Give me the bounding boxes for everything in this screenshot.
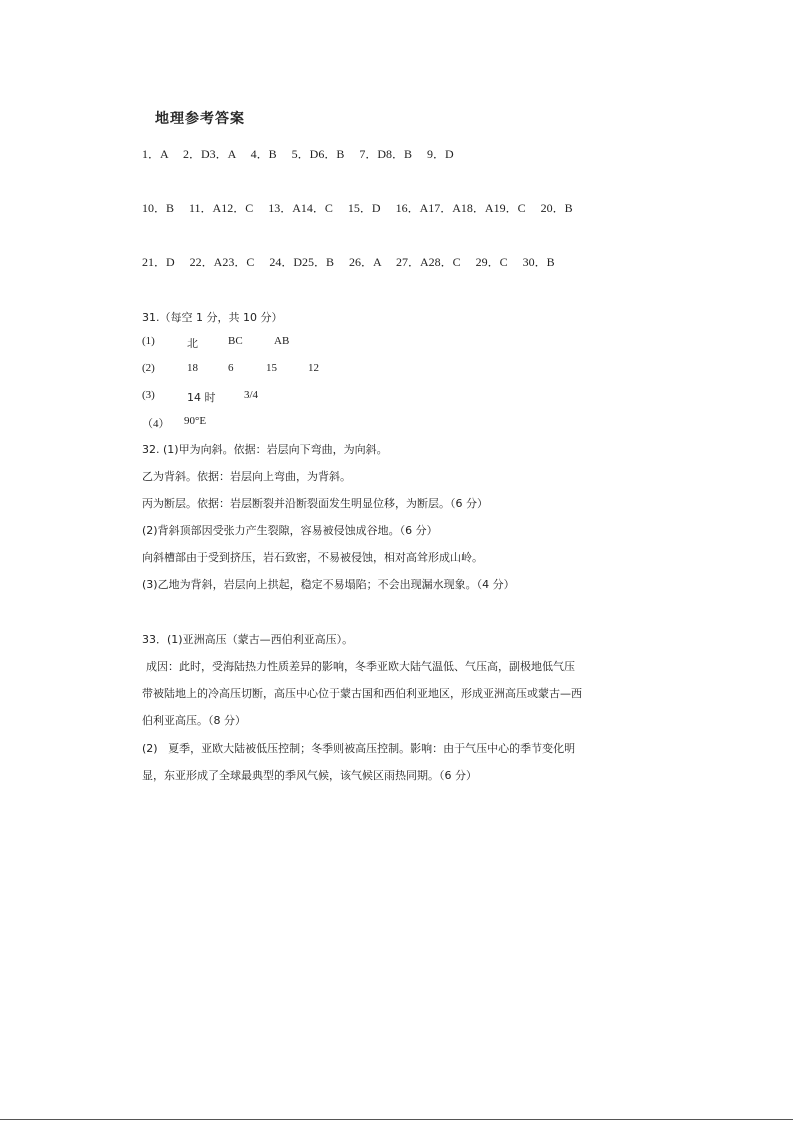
q33-line-3: 带被陆地上的冷高压切断，高压中心位于蒙古国和西伯利亚地区，形成亚洲高压或蒙古—西: [142, 687, 582, 700]
answers-row-2: 10．B 11．A12．C 13．A14．C 15．D 16．A17．A18．A19．C 20．B: [142, 201, 573, 215]
q31-p3-answer-b: 3/4: [244, 389, 259, 401]
q31-p2-answer-a: 18: [187, 362, 198, 374]
q32-line-6: (3)乙地为背斜，岩层向上拱起，稳定不易塌陷；不会出现漏水现象。（4 分）: [142, 578, 515, 591]
q31-p1-answer-a: 北: [187, 338, 198, 350]
q33-line-1: 33．(1)亚洲高压（蒙古—西伯利亚高压）。: [142, 633, 354, 646]
q33-line-6: 显，东亚形成了全球最典型的季风气候，该气候区雨热同期。（6 分）: [142, 769, 477, 782]
q31-p1-label: (1): [142, 335, 155, 347]
q32-line-4: (2)背斜顶部因受张力产生裂隙，容易被侵蚀成谷地。（6 分）: [142, 524, 438, 537]
q31-p2-answer-c: 15: [266, 362, 277, 374]
q31-p3-answer-a: 14 时: [187, 391, 216, 404]
q32-line-3: 丙为断层。依据：岩层断裂并沿断裂面发生明显位移，为断层。（6 分）: [142, 497, 488, 510]
page-title: 地理参考答案: [155, 111, 245, 127]
q31-p1-answer-b: BC: [228, 335, 243, 347]
q33-line-2: 成因：此时，受海陆热力性质差异的影响，冬季亚欧大陆气温低、气压高，副极地低气压: [146, 660, 575, 673]
q31-p1-answer-c: AB: [274, 335, 290, 347]
q32-line-2: 乙为背斜。依据：岩层向上弯曲，为背斜。: [142, 470, 351, 483]
q31-p2-answer-b: 6: [228, 362, 234, 374]
answers-row-3: 21．D 22．A23．C 24．D25．B 26．A 27．A28．C 29．C 30．B: [142, 255, 555, 269]
q31-p3-label: (3): [142, 389, 155, 401]
page-bottom-divider: [0, 1119, 793, 1120]
answers-row-1: 1．A 2．D3．A 4．B 5．D6．B 7．D8．B 9．D: [142, 147, 454, 161]
q33-line-4: 伯利亚高压。（8 分）: [142, 714, 246, 727]
q32-line-1: 32. (1)甲为向斜。依据：岩层向下弯曲，为向斜。: [142, 443, 388, 456]
q32-line-5: 向斜槽部由于受到挤压，岩石致密，不易被侵蚀，相对高耸形成山岭。: [142, 551, 483, 564]
q31-p2-answer-d: 12: [308, 362, 319, 374]
q31-p2-label: (2): [142, 362, 155, 374]
q31-p4-answer-a: 90°E: [184, 415, 207, 427]
q33-line-5: (2) 夏季，亚欧大陆被低压控制；冬季则被高压控制。影响：由于气压中心的季节变化明: [142, 742, 576, 755]
q31-header: 31.（每空 1 分，共 10 分）: [142, 311, 283, 324]
q31-p4-label: （4）: [142, 418, 170, 430]
